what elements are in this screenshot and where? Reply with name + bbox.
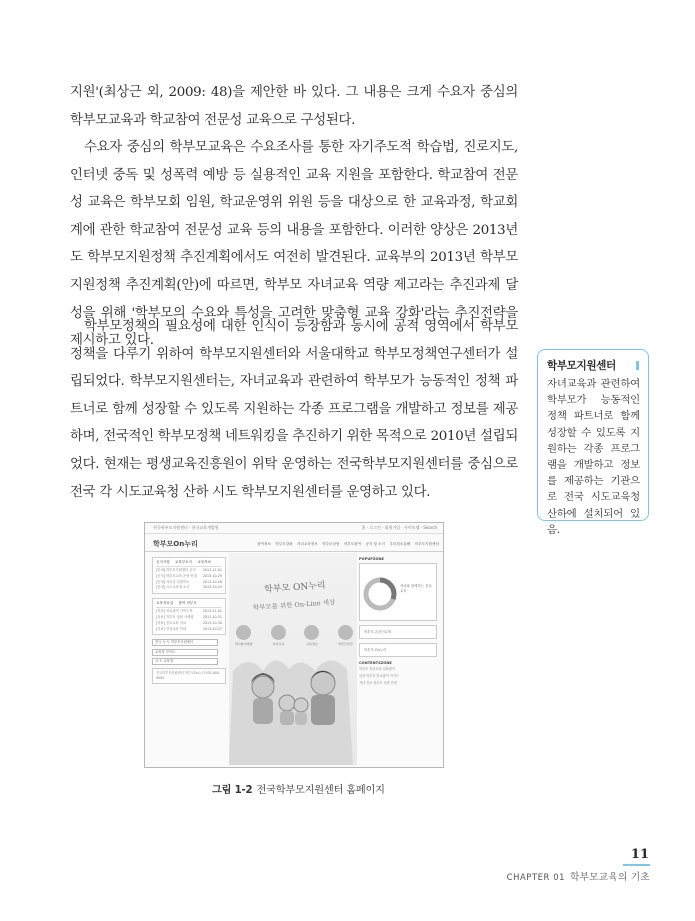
figure-list-row bbox=[156, 585, 222, 591]
figure-info-box: 전국학부모지원센터 학부모On누리 031-000-0000 bbox=[152, 668, 226, 683]
figure-slogan-sub: 학부모를 위한 On-Line 세상 bbox=[252, 598, 336, 612]
figure-tab: 교육자료실 bbox=[156, 601, 174, 606]
figure-tab: 참여 학부모 bbox=[178, 601, 197, 606]
figure-row-date: 2013-10-30 bbox=[202, 620, 222, 625]
footer-chapter: CHAPTER 01 bbox=[506, 872, 566, 882]
figure-nav-item: 학부모지원센터 bbox=[414, 542, 439, 546]
figure-row-date: 2013-11-01 bbox=[202, 609, 222, 614]
figure-tab: 교육부소식 bbox=[174, 560, 193, 564]
figure-row-title: [자료] 학부모 상담 사례집 bbox=[156, 614, 194, 619]
figure-icon-label: 학교참여역량 bbox=[235, 642, 253, 646]
body-paragraph-3: 학부모정책의 필요성에 대한 인식이 등장함과 동시에 공적 영역에서 학부모정책을 다루기 위하여 학부모지원센터와 서울대학교 학부모정책연구센터가 설립되었다. 학부모지원센터는, 자녀교육과 관련하여 학부모가 능동적인 정책 파트너로 함께 성장할 수 있도록 지원하는 각종 프로그램을 개발하고 정보를 제공하며, 전국적인 학부모정책 네트워킹을 추진하기 위한 목적으로 2010년 설립되었다. 현재는 평생교육진흥원이 위탁 운영하는 전국학부모지원센터를 중심으로 전국 각 시도교육청 산하 시도 학부모지원센터를 운영하고 있다. bbox=[70, 319, 518, 500]
figure-top-right: 홈 · 로그인 · 회원가입 · 사이트맵 · Search bbox=[361, 525, 437, 530]
body-paragraph-2: 수요자 중심의 학부모교육은 수요조사를 통한 자기주도적 학습법, 진로지도, 인터넷 중독 및 성폭력 예방 등 실용적인 교육 지원을 포함한다. 학교참여 전문성 교육은 학부모회 임원, 학교운영위 위원 등을 대상으로 한 교육과정, 학교회계에 관한 학교참여 전문성 교육 등의 내용을 포함한다. 이러한 양상은 2013년도 학부모지원정책 추진계획에서도 여전히 발견된다. 교육부의 2013년 학부모지원정책 추진계획(안)에 따르면, 학부모 자녀교육 역량 제고라는 추진과제 달성을 위해 '학부모의 수요와 특성을 고려한 맞춤형 교육 강화'라는 추진전략을 제시하고 있다. bbox=[70, 140, 518, 349]
running-footer bbox=[507, 869, 650, 883]
sidenote-marker bbox=[636, 361, 639, 370]
sidenote-box bbox=[537, 349, 649, 536]
sidenote-title: 학부모지원센터 bbox=[547, 360, 616, 372]
sidenote-text: 자녀교육과 관련하여 학부모가 능동적인 정책 파트너로 함께 성장할 수 있도록 지원하는 각종 프로그램을 개발하고 정보를 제공하는 기관으로 전국 시도교육청 산하에 설치되어 있음. bbox=[547, 378, 640, 536]
figure-row-date: 2013-10-29 bbox=[202, 573, 222, 578]
figure-icon-label: 자녀교육 bbox=[272, 642, 285, 646]
figure-main-visual bbox=[229, 553, 357, 765]
figure-notice-box bbox=[152, 557, 226, 594]
figure-tab: 교육자료 bbox=[197, 560, 212, 564]
figure-caption-label: 그림 1-2 bbox=[212, 785, 253, 796]
figure-banner: 학부모 On누리 bbox=[359, 643, 437, 657]
figure-resource-tabs bbox=[156, 601, 222, 608]
figure-nav-item: 학부모참여 bbox=[343, 542, 362, 546]
figure-nav-item: 공지 및 소식 bbox=[365, 542, 386, 546]
figure-topbar bbox=[145, 523, 443, 534]
figure-content-item: 알찬 학부모 학교참여 가이드 bbox=[359, 674, 399, 678]
figure-popup-title: POPUPZONE bbox=[359, 557, 384, 561]
figure-slogan: 학부모 ON누리 bbox=[263, 580, 327, 596]
figure-select: 전국 시·도 학부모지원센터 bbox=[152, 639, 218, 646]
figure-content-title: CONTENTSZONE bbox=[359, 661, 392, 665]
footer-title: 학부모교육의 기초 bbox=[570, 872, 650, 883]
figure-nav-item: 우리집소통해 bbox=[389, 542, 411, 546]
figure-row-title: [공지] 학부모교육 운영 안내 bbox=[156, 573, 197, 578]
figure-top-left: 전국학부모지원센터 · 한국교육개발원 bbox=[153, 525, 219, 530]
figure-icon-label: 교육정보 bbox=[306, 642, 318, 646]
figure-row-title: [자료] 학교참여 가이드북 bbox=[156, 609, 193, 614]
figure-nav-item: 참여정보 bbox=[257, 542, 271, 546]
figure-content-item: 자녀 진로 학부모 상담 안내 bbox=[359, 681, 397, 685]
family-illustration bbox=[229, 553, 357, 765]
figure-logo: 학부모On누리 bbox=[153, 540, 198, 548]
figure-select: 교육청 사이트 bbox=[152, 649, 218, 656]
page-number-rule bbox=[623, 864, 650, 866]
figure-row-date: 2013-10-27 bbox=[202, 626, 222, 631]
body-paragraph-1: 지원'(최상근 외, 2009: 48)을 제안한 바 있다. 그 내용은 크게 수요자 중심의 학부모교육과 학교참여 전문성 교육으로 구성된다. bbox=[70, 85, 518, 128]
figure-popup-box bbox=[359, 563, 437, 621]
figure-row-date: 2013-10-31 bbox=[202, 614, 222, 619]
figure-notice-tabs bbox=[156, 560, 222, 567]
figure-nav-item: 학부모강좌 bbox=[275, 542, 293, 546]
figure-row-title: [안내] 시도교육청 소식 bbox=[156, 585, 190, 590]
figure-nav bbox=[257, 542, 439, 547]
figure-row-title: [자료] 진로교육 자료 bbox=[156, 620, 187, 625]
homepage-screenshot-figure bbox=[144, 522, 444, 768]
figure-row-title: [안내] 학부모지원센터 공지 bbox=[156, 568, 196, 572]
figure-row-title: [자료] 인성교육 안내 bbox=[156, 626, 187, 631]
figure-content-item: 학부모 자녀교육 길라잡이 bbox=[359, 667, 395, 671]
figure-nav-item: 자녀교육정보 bbox=[296, 542, 318, 546]
page-number: 11 bbox=[630, 847, 649, 862]
figure-row-date: 2013-10-25 bbox=[202, 585, 222, 590]
figure-icon-label: 학부모상담 bbox=[338, 642, 353, 646]
figure-row-date: 2013-10-28 bbox=[202, 579, 222, 584]
figure-resource-box bbox=[152, 598, 226, 635]
figure-left-column bbox=[152, 557, 226, 684]
figure-caption-text: 전국학부모지원센터 홈페이지 bbox=[256, 785, 385, 796]
figure-caption bbox=[212, 781, 385, 796]
figure-nav-divider bbox=[145, 551, 443, 552]
figure-list-row bbox=[156, 627, 222, 633]
figure-nav-item: 학부모상담 bbox=[322, 542, 340, 546]
figure-popup-text: 자녀와 함께하는 진로교육 bbox=[400, 584, 432, 593]
figure-row-title: [안내] 자료실 업데이트 bbox=[156, 579, 190, 584]
figure-select: 시·도 교육청 bbox=[152, 658, 218, 665]
figure-row-date: 2013-11-01 bbox=[202, 568, 222, 572]
figure-tab: 공지사항 bbox=[156, 560, 170, 564]
figure-banner: 학부모 온라인교육 bbox=[359, 625, 437, 639]
figure-right-column bbox=[359, 557, 437, 686]
